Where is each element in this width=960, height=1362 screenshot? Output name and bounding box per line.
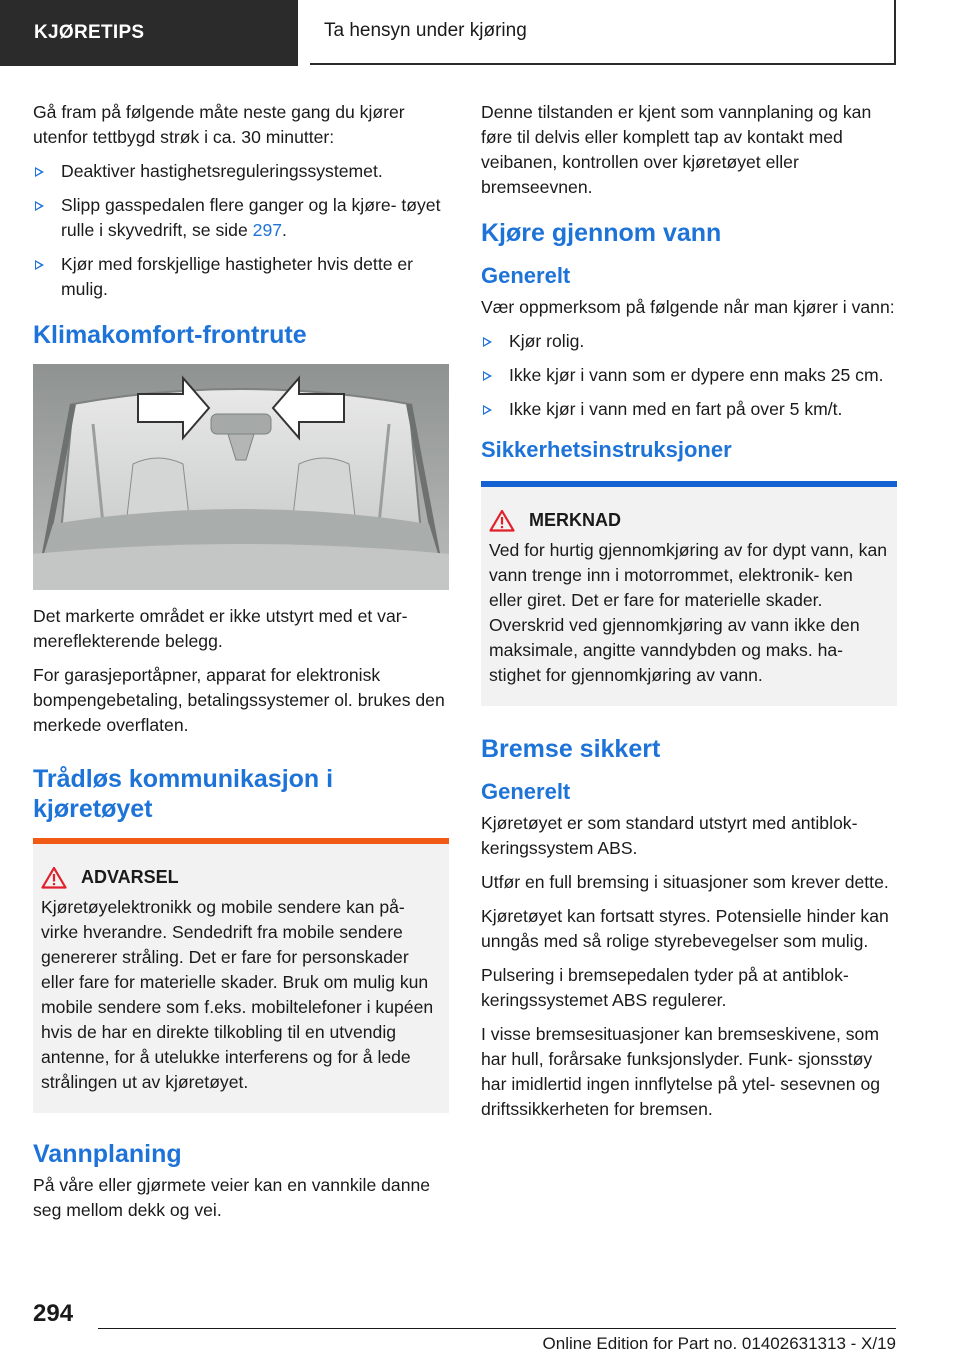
triangle-bullet-icon <box>483 337 492 347</box>
steps-list <box>33 159 449 302</box>
water-driving-list <box>481 329 897 422</box>
klima-paragraph-1: Det markerte området er ikke utstyrt med et var- mereflekterende belegg. <box>33 606 408 651</box>
bremse-paragraph: Kjøretøyet kan fortsatt styres. Potensielle hinder kan unngås med så rolige styrebevegelser som mulig. <box>481 906 889 951</box>
intro-paragraph: Gå fram på følgende måte neste gang du kjører utenfor tettbygd strøk i ca. 30 minutter: <box>33 102 405 147</box>
section-tab: KJØRETIPS <box>0 0 298 66</box>
chapter-title: Ta hensyn under kjøring <box>310 0 896 65</box>
edition-note: Online Edition for Part no. 01402631313 - X/19 <box>542 1334 896 1353</box>
triangle-bullet-icon <box>483 405 492 415</box>
page-reference-link[interactable]: 297 <box>252 220 283 240</box>
vannplaning-continued-paragraph: Denne tilstanden er kjent som vannplaning og kan føre til delvis eller komplett tap av kontakt med veibanen, kontrollen over kjøretøyet eller bremseevnen. <box>481 102 872 197</box>
warning-text: Kjøretøyelektronikk og mobile sendere kan på- virke hverandre. Sendedrift fra mobile sendere genererer stråling. Det er fare for personskader eller fare for materielle skader. Bruk om mulig kun mobile sendere som f.eks. mobiltelefoner i kupéen hvis de har en direkte tilkobling til en utvendig antenne, for å utelukke interferens og for å lede strålingen ut av kjøretøyet. <box>41 897 434 1092</box>
list-item: Kjør med forskjellige hastigheter hvis dette er mulig. <box>33 252 449 302</box>
section-heading-kjore-gjennom-vann: Kjøre gjennom vann <box>481 219 722 247</box>
triangle-bullet-icon <box>483 371 492 381</box>
notice-box <box>481 481 897 706</box>
klima-paragraph-2: For garasjeportåpner, apparat for elektronisk bompengebetaling, betalingssystemer ol. brukes den merkede overflaten. <box>33 665 445 735</box>
subheading-sikkerhetsinstruksjoner: Sikkerhetsinstruksjoner <box>481 437 732 462</box>
notice-text: Ved for hurtig gjennomkjøring av for dypt vann, kan vann trenge inn i motorrommet, elektronik- ken eller giret. Det er fare for materielle skader. Overskrid ved gjennomkjøring av vann ikke den maksimale, angitte vanndybden og maks. ha- stighet for gjennomkjøring av vann. <box>489 540 888 685</box>
triangle-bullet-icon <box>35 260 44 270</box>
list-item: Ikke kjør i vann som er dypere enn maks 25 cm. <box>481 363 897 388</box>
list-item: Ikke kjør i vann med en fart på over 5 km/t. <box>481 397 897 422</box>
left-column <box>33 100 449 1232</box>
bremse-paragraph: I visse bremsesituasjoner kan bremseskivene, som har hull, forårsake funksjonslyder. Funk- sjonsstøy har imidlertid ingen innflytelse på ytel- sesevnen og driftssikkerheten for bremsen. <box>481 1024 881 1119</box>
subheading-generelt-bremse: Generelt <box>481 779 571 804</box>
subheading-generelt: Generelt <box>481 263 571 288</box>
bremse-paragraph: Utfør en full bremsing i situasjoner som krever dette. <box>481 872 889 892</box>
warning-box <box>33 838 449 1113</box>
bremse-paragraph: Pulsering i bremsepedalen tyder på at antiblok- keringssystemet ABS regulerer. <box>481 965 849 1010</box>
list-item: Kjør rolig. <box>481 329 897 354</box>
windshield-illustration <box>33 364 449 590</box>
footer-divider <box>98 1328 896 1329</box>
section-heading-klimakomfort: Klimakomfort-frontrute <box>33 321 307 349</box>
section-heading-bremse-sikkert: Bremse sikkert <box>481 735 661 763</box>
warning-triangle-icon <box>41 866 67 889</box>
section-heading-wireless: Trådløs kommunikasjon i kjøretøyet <box>33 765 334 823</box>
warning-triangle-icon <box>489 509 515 532</box>
page-number: 294 <box>33 1300 74 1327</box>
section-heading-vannplaning: Vannplaning <box>33 1140 182 1168</box>
kjore-paragraph: Vær oppmerksom på følgende når man kjører i vann: <box>481 297 895 317</box>
bremse-paragraph: Kjøretøyet er som standard utstyrt med antiblok- keringssystem ABS. <box>481 813 858 858</box>
notice-title: MERKNAD <box>529 510 621 530</box>
triangle-bullet-icon <box>35 167 44 177</box>
warning-title: ADVARSEL <box>81 867 179 887</box>
list-item: Deaktiver hastighetsreguleringssystemet. <box>33 159 449 184</box>
vannplaning-paragraph: På våre eller gjørmete veier kan en vannkile danne seg mellom dekk og vei. <box>33 1175 431 1220</box>
page-header <box>0 0 960 66</box>
page-footer <box>0 1290 960 1362</box>
list-item: Slipp gasspedalen flere ganger og la kjøre- tøyet rulle i skyvedrift, se side 297. <box>33 193 449 243</box>
triangle-bullet-icon <box>35 201 44 211</box>
right-column <box>481 100 897 1131</box>
